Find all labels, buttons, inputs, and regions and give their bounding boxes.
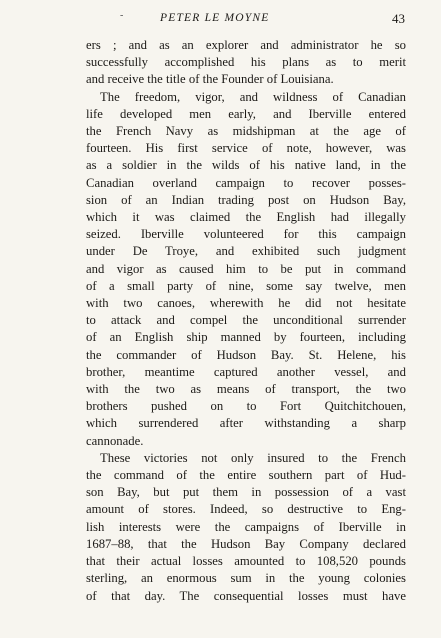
text-line: and vigor as caused him to be put in command	[86, 261, 406, 276]
text-line: as a soldier in the wilds of his native land, in the	[86, 158, 406, 173]
text-line: 1687–88, that the Hudson Bay Company declared	[86, 536, 406, 551]
text-line: son Bay, but put them in possession of a vast	[86, 485, 406, 500]
text-line: of a small party of nine, some say twelve, men	[86, 278, 406, 293]
text-line: with two canoes, wherewith he did not hesitate	[86, 296, 406, 311]
page-number: 43	[392, 11, 405, 26]
text-line: sion of an Indian trading post on Hudson Bay,	[86, 192, 406, 207]
text-line: cannonade.	[86, 433, 144, 448]
text-line: brother, meantime captured another vessel, and	[86, 364, 406, 379]
text-line: that their actual losses amounted to 108,520 pounds	[86, 554, 406, 569]
text-line: to attack and compel the unconditional surrender	[86, 313, 406, 328]
text-line: Canadian overland campaign to recover posses-	[86, 175, 406, 190]
text-line: successfully accomplished his plans as to merit	[86, 55, 406, 70]
text-line: of that day. The consequential losses must have	[86, 588, 406, 603]
text-line: amount of stores. Indeed, so destructive to Eng-	[86, 502, 406, 517]
text-line: of an English ship manned by fourteen, including	[86, 330, 406, 345]
text-line: seized. Iberville volunteered for this campaign	[86, 227, 406, 242]
paragraph	[86, 89, 406, 450]
paragraph	[86, 450, 406, 605]
text-line: the commander of Hudson Bay. St. Helene, his	[86, 347, 406, 362]
text-line: These victories not only insured to the French	[100, 450, 406, 465]
text-line: fourteen. His first service of note, however, was	[86, 141, 406, 156]
text-line: with the two as means of transport, the two	[86, 382, 406, 397]
body-text	[86, 37, 406, 605]
text-line: brothers pushed on to Fort Quitchitchouen,	[86, 399, 406, 414]
text-line: ers ; and as an explorer and administrator he so	[86, 38, 406, 52]
paragraph	[86, 37, 406, 89]
text-line: lish interests were the campaigns of Iberville in	[86, 519, 406, 534]
text-line: and receive the title of the Founder of Louisiana.	[86, 72, 334, 87]
text-line: which surrendered after withstanding a sharp	[86, 416, 406, 431]
text-line: under De Troye, and exhibited such judgment	[86, 244, 406, 259]
text-line: The freedom, vigor, and wildness of Canadian	[100, 89, 406, 104]
text-line: life developed men early, and Iberville entered	[86, 106, 406, 121]
text-line: the French Navy as midshipman at the age of	[86, 124, 406, 139]
running-head: PETER LE MOYNE	[160, 12, 270, 24]
text-line: sterling, an enormous sum in the young colonies	[86, 571, 406, 586]
text-line: which it was claimed the English had illegally	[86, 210, 406, 225]
header-mark: -	[120, 10, 124, 21]
text-line: the command of the entire southern part of Hud-	[86, 468, 406, 483]
